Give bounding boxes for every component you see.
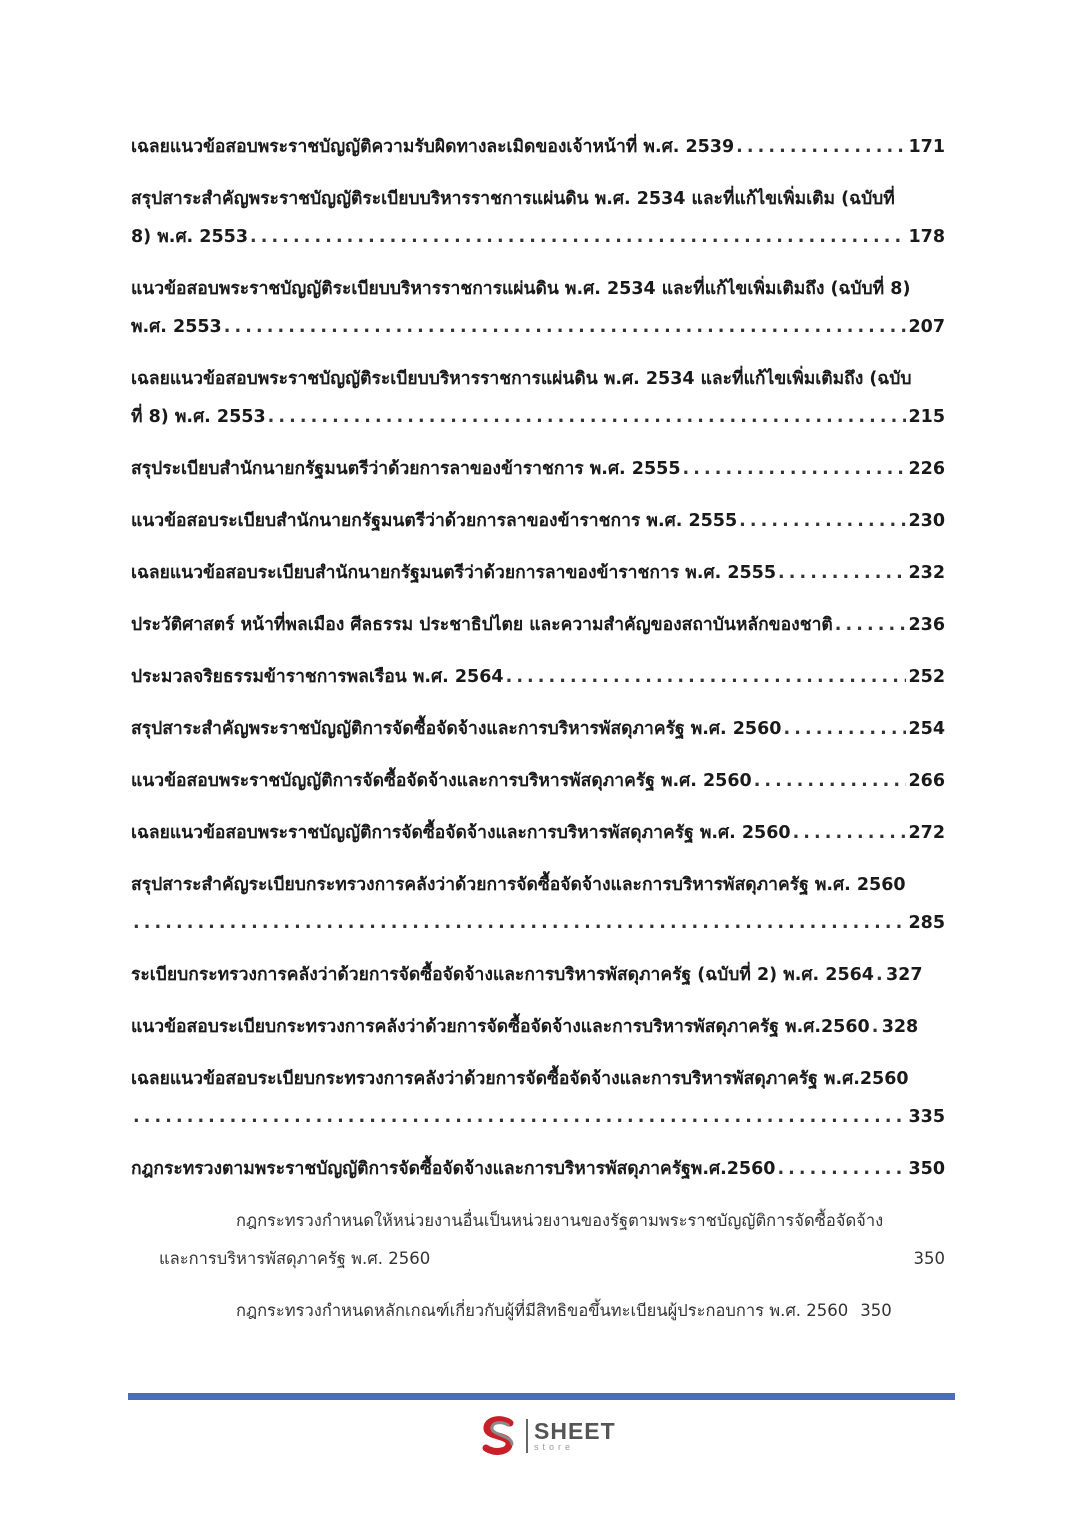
toc-page-number: 207: [908, 317, 945, 337]
toc-entry[interactable]: [131, 180, 945, 256]
toc-sub-entry[interactable]: [131, 1202, 945, 1278]
toc-entry-title: สรุประเบียบสำนักนายกรัฐมนตรีว่าด้วยการลาของข้าราชการ พ.ศ. 2555: [131, 459, 681, 479]
dot-leader: [506, 658, 907, 696]
toc-sub-entry-title-cont: และการบริหารพัสดุภาครัฐ พ.ศ. 2560: [159, 1249, 431, 1268]
dot-leader: [268, 398, 907, 436]
dot-leader: [683, 450, 907, 488]
dot-leader: [783, 710, 906, 748]
toc-entry[interactable]: [131, 360, 945, 436]
toc-page-number: 350: [860, 1301, 892, 1320]
table-of-contents: [131, 128, 945, 1344]
toc-entry-title: เฉลยแนวข้อสอบระเบียบสำนักนายกรัฐมนตรีว่าด้วยการลาของข้าราชการ พ.ศ. 2555: [131, 563, 777, 583]
dot-leader: [793, 814, 907, 852]
toc-page-number: 350: [908, 1159, 945, 1179]
toc-entry-title: สรุปสาระสำคัญระเบียบกระทรวงการคลังว่าด้วยการจัดซื้อจัดจ้างและการบริหารพัสดุภาครัฐ พ.ศ. 2560: [131, 875, 906, 895]
toc-entry-title: เฉลยแนวข้อสอบพระราชบัญญัติระเบียบบริหารราชการแผ่นดิน พ.ศ. 2534 และที่แก้ไขเพิ่มเติมถึง (ฉบับ: [131, 369, 912, 389]
toc-entry-title: แนวข้อสอบระเบียบกระทรวงการคลังว่าด้วยการจัดซื้อจัดจ้างและการบริหารพัสดุภาครัฐ พ.ศ.2560: [131, 1017, 870, 1037]
toc-entry-title-cont: ที่ 8) พ.ศ. 2553: [131, 407, 266, 427]
toc-entry-title: ระเบียบกระทรวงการคลังว่าด้วยการจัดซื้อจัดจ้างและการบริหารพัสดุภาครัฐ (ฉบับที่ 2) พ.ศ. 2564: [131, 965, 874, 985]
toc-entry[interactable]: [131, 502, 945, 540]
dot-leader: [876, 956, 884, 994]
toc-page-number: 266: [908, 771, 945, 791]
toc-entry-title: เฉลยแนวข้อสอบระเบียบกระทรวงการคลังว่าด้วยการจัดซื้อจัดจ้างและการบริหารพัสดุภาครัฐ พ.ศ.2560: [131, 1069, 909, 1089]
toc-entry-title: สรุปสาระสำคัญพระราชบัญญัติการจัดซื้อจัดจ้างและการบริหารพัสดุภาครัฐ พ.ศ. 2560: [131, 719, 782, 739]
logo-word: SHEET: [534, 1418, 616, 1444]
dot-leader: [835, 606, 907, 644]
toc-entry-title: แนวข้อสอบพระราชบัญญัติการจัดซื้อจัดจ้างและการบริหารพัสดุภาครัฐ พ.ศ. 2560: [131, 771, 752, 791]
toc-sub-entry-title: กฎกระทรวงกำหนดให้หน่วยงานอื่นเป็นหน่วยงานของรัฐตามพระราชบัญญัติการจัดซื้อจัดจ้าง: [236, 1211, 884, 1230]
logo-wordmark: [534, 1420, 616, 1452]
dot-leader: [133, 1098, 906, 1136]
dot-leader: [872, 1008, 880, 1046]
toc-entry[interactable]: [131, 710, 945, 748]
toc-entry[interactable]: [131, 450, 945, 488]
toc-entry[interactable]: [131, 554, 945, 592]
toc-page-number: 215: [908, 407, 945, 427]
logo-subword: store: [534, 1442, 575, 1452]
toc-entry[interactable]: [131, 270, 945, 346]
toc-page-number: 226: [908, 459, 945, 479]
dot-leader: [754, 762, 907, 800]
toc-entry[interactable]: [131, 606, 945, 644]
toc-entry[interactable]: [131, 762, 945, 800]
toc-page-number: 171: [908, 137, 945, 157]
sheet-s-logo-icon: [478, 1415, 520, 1457]
dot-leader: [736, 128, 906, 166]
toc-entry-title: สรุปสาระสำคัญพระราชบัญญัติระเบียบบริหารราชการแผ่นดิน พ.ศ. 2534 และที่แก้ไขเพิ่มเติม (ฉบับที่: [131, 189, 895, 209]
toc-page-number: 328: [881, 1017, 919, 1037]
toc-page-number: 178: [908, 227, 945, 247]
toc-entry-title: เฉลยแนวข้อสอบพระราชบัญญัติความรับผิดทางละเมิดของเจ้าหน้าที่ พ.ศ. 2539: [131, 137, 735, 157]
toc-entry-title: ประมวลจริยธรรมข้าราชการพลเรือน พ.ศ. 2564: [131, 667, 504, 687]
toc-page-number: 236: [908, 615, 945, 635]
toc-page-number: 335: [908, 1107, 945, 1127]
toc-entry[interactable]: [131, 866, 945, 942]
toc-page-number: 327: [885, 965, 923, 985]
toc-entry-title-cont: พ.ศ. 2553: [131, 317, 222, 337]
toc-entry[interactable]: [131, 956, 945, 994]
toc-page-number: 285: [908, 913, 945, 933]
logo-divider: [526, 1419, 528, 1453]
toc-entry[interactable]: [131, 1060, 945, 1136]
toc-page-number: 252: [908, 667, 945, 687]
toc-page-number: 254: [908, 719, 945, 739]
toc-entry-title-cont: 8) พ.ศ. 2553: [131, 227, 249, 247]
dot-leader: [739, 502, 906, 540]
toc-entry-title: แนวข้อสอบพระราชบัญญัติระเบียบบริหารราชการแผ่นดิน พ.ศ. 2534 และที่แก้ไขเพิ่มเติมถึง (ฉบับที่ 8): [131, 279, 911, 299]
toc-sub-entry[interactable]: [131, 1292, 945, 1330]
toc-sub-entry-title: กฎกระทรวงกำหนดหลักเกณฑ์เกี่ยวกับผู้ที่มีสิทธิขอขึ้นทะเบียนผู้ประกอบการ พ.ศ. 2560: [236, 1301, 849, 1320]
toc-entry[interactable]: [131, 814, 945, 852]
toc-page-number: 350: [913, 1249, 945, 1268]
toc-entry[interactable]: [131, 1008, 945, 1046]
toc-page-number: 272: [908, 823, 945, 843]
footer-rule: [128, 1393, 955, 1400]
toc-entry-title: ประวัติศาสตร์ หน้าที่พลเมือง ศีลธรรม ประชาธิปไตย และความสำคัญของสถาบันหลักของชาติ: [131, 615, 833, 635]
toc-entry[interactable]: [131, 1150, 945, 1188]
dot-leader: [778, 554, 906, 592]
toc-page-number: 230: [908, 511, 945, 531]
toc-entry-title: กฎกระทรวงตามพระราชบัญญัติการจัดซื้อจัดจ้างและการบริหารพัสดุภาครัฐพ.ศ.2560: [131, 1159, 776, 1179]
toc-entry-title: เฉลยแนวข้อสอบพระราชบัญญัติการจัดซื้อจัดจ้างและการบริหารพัสดุภาครัฐ พ.ศ. 2560: [131, 823, 791, 843]
dot-leader: [250, 218, 906, 256]
dot-leader: [224, 308, 907, 346]
toc-entry[interactable]: [131, 658, 945, 696]
dot-leader: [777, 1150, 906, 1188]
sheet-store-logo: [478, 1412, 628, 1460]
toc-page-number: 232: [908, 563, 945, 583]
toc-entry-title: แนวข้อสอบระเบียบสำนักนายกรัฐมนตรีว่าด้วยการลาของข้าราชการ พ.ศ. 2555: [131, 511, 738, 531]
toc-entry[interactable]: [131, 128, 945, 166]
dot-leader: [133, 904, 906, 942]
